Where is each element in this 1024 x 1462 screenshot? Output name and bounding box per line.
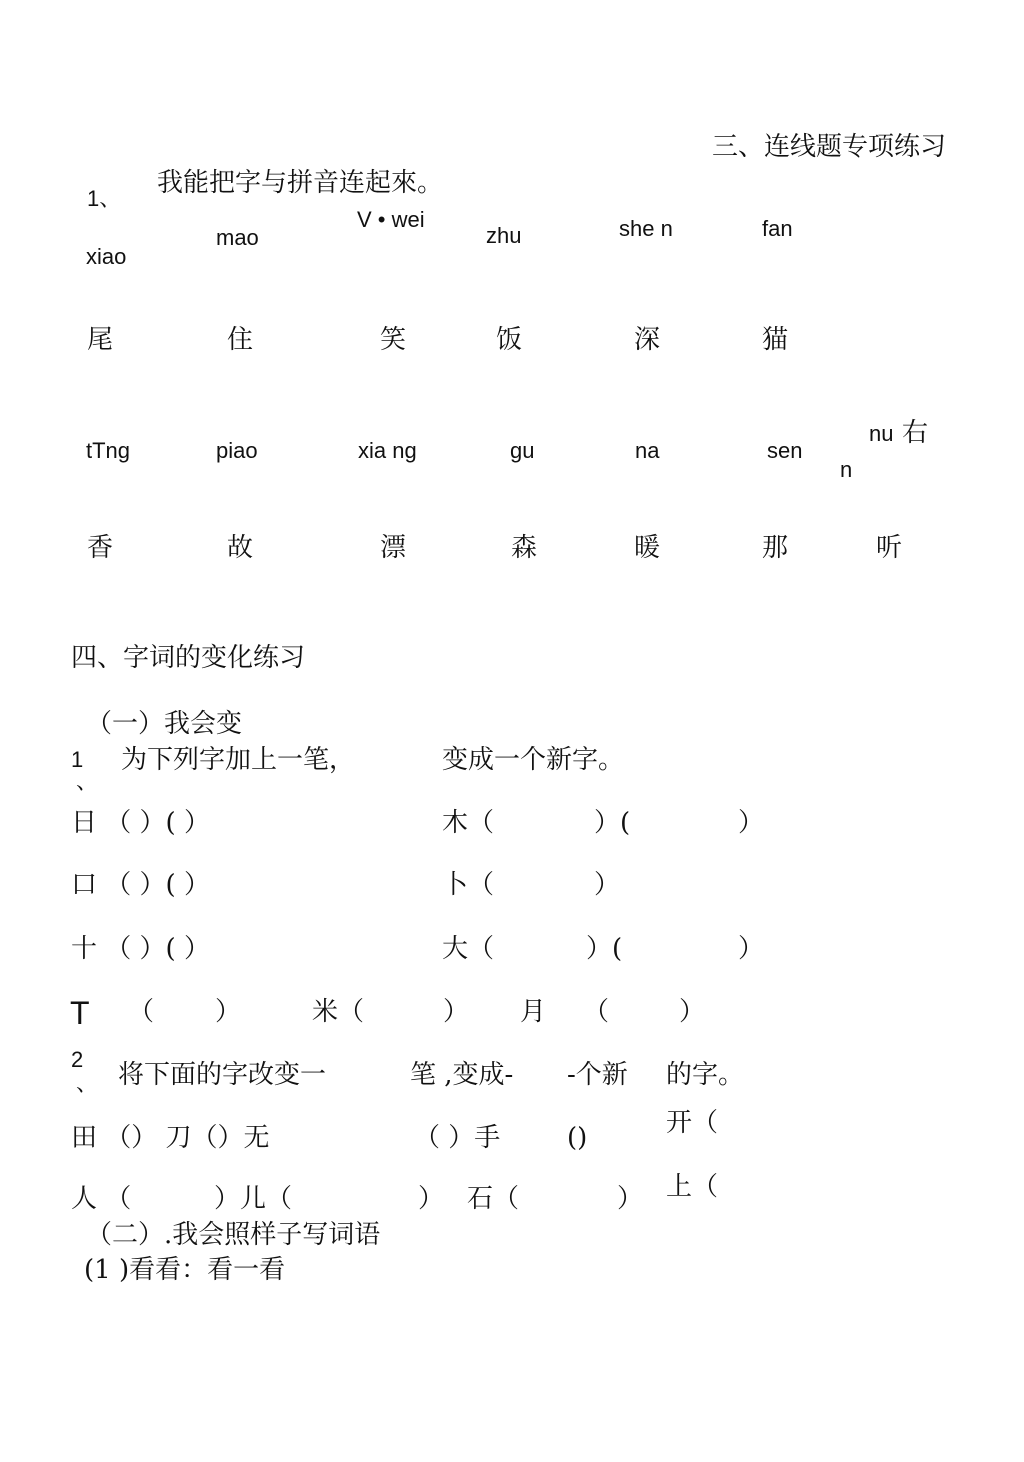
char-ting: 听 xyxy=(876,533,903,563)
char-zhu: 住 xyxy=(227,325,254,355)
q2-line2-d: 石（ xyxy=(467,1184,520,1214)
s4-q2-text-b: 笔 ,变成- xyxy=(410,1060,514,1090)
line4-t: T xyxy=(70,995,90,1031)
s4-q1-text-a: 为下列字加上一笔， xyxy=(121,745,356,775)
line1-paren-d: ） xyxy=(738,808,765,838)
line1-paren-c: ）( xyxy=(594,808,631,838)
char-xiang: 香 xyxy=(87,533,114,563)
char-na: 那 xyxy=(762,533,789,563)
q2-line1-a: 田 （） 刀（）无 xyxy=(71,1123,270,1153)
line4-paren-g: （ xyxy=(583,997,610,1027)
line4-paren-b: （ xyxy=(128,997,155,1027)
sub-heading-1: （一）我会变 xyxy=(86,709,243,739)
char-you: 右 xyxy=(902,418,929,448)
line3-da: 大（ xyxy=(442,934,495,964)
q2-line2-c: ） xyxy=(418,1184,445,1214)
s4-q1-mark: 、 xyxy=(76,769,99,794)
char-xiao: 笑 xyxy=(380,325,407,355)
pinyin-xiao: xiao xyxy=(86,244,127,269)
s4-q2-text-a: 将下面的字改变一 xyxy=(118,1060,327,1090)
line2-bu: 卜（ xyxy=(442,870,495,900)
example-1: (1 )看看：看一看 xyxy=(84,1255,286,1285)
line4-mi: 米（ xyxy=(312,997,365,1027)
pinyin-sen: sen xyxy=(767,438,803,463)
q1-number: 1、 xyxy=(87,186,122,211)
char-piao: 漂 xyxy=(380,533,407,563)
pinyin-zhu: zhu xyxy=(486,223,522,248)
sub-heading-2: （二）.我会照样子写词语 xyxy=(86,1220,381,1250)
line2-kou: 口 （ ）( ） xyxy=(71,870,210,900)
s4-q2-number: 2 xyxy=(71,1047,84,1072)
line3-paren-d: ） xyxy=(738,934,765,964)
char-gu: 故 xyxy=(227,533,254,563)
section4-title: 四、字词的变化练习 xyxy=(71,643,306,673)
q2-line2-f: 上（ xyxy=(666,1172,719,1202)
line4-paren-h: ） xyxy=(679,997,706,1027)
pinyin-nu: nu xyxy=(869,421,894,446)
section3-title: 三、连线题专项练习 xyxy=(712,132,947,162)
s4-q2-mark: 、 xyxy=(76,1071,99,1096)
q2-line1-b: （ ）手 xyxy=(414,1123,501,1153)
s4-q2-text-d: 的字。 xyxy=(666,1060,745,1090)
pinyin-na: na xyxy=(635,438,660,463)
q2-line1-d: 开（ xyxy=(666,1108,719,1138)
pinyin-mao: mao xyxy=(216,225,259,250)
s4-q1-number: 1 xyxy=(71,747,84,772)
line3-shi: 十 （ ）( ） xyxy=(71,934,210,964)
pinyin-wei: V • wei xyxy=(357,207,425,232)
char-nuan: 暖 xyxy=(634,533,661,563)
line1-mu: 木（ xyxy=(442,808,495,838)
pinyin-fan: fan xyxy=(762,216,793,241)
pinyin-shen: she n xyxy=(619,216,673,241)
char-sen: 森 xyxy=(511,533,538,563)
pinyin-ting: tTng xyxy=(86,438,131,463)
s4-q2-text-c: -个新 xyxy=(567,1060,628,1090)
char-fan: 饭 xyxy=(496,325,523,355)
q2-line2-a: 人 （ xyxy=(71,1184,132,1214)
line1-ri: 日 （ ）( ） xyxy=(71,808,210,838)
line2-paren-c: ） xyxy=(594,870,621,900)
q2-line1-c: () xyxy=(567,1123,588,1153)
line3-paren-c: ）( xyxy=(586,934,623,964)
pinyin-piao: piao xyxy=(216,438,258,463)
char-wei: 尾 xyxy=(87,325,114,355)
char-mao: 猫 xyxy=(762,325,789,355)
q1-instruction: 我能把字与拼音连起來。 xyxy=(157,168,444,198)
pinyin-gu: gu xyxy=(510,438,535,463)
line4-paren-c: ） xyxy=(215,997,242,1027)
q2-line2-e: ） xyxy=(617,1184,644,1214)
s4-q1-text-b: 变成一个新字。 xyxy=(442,745,625,775)
pinyin-xiang: xia ng xyxy=(358,438,417,463)
line4-paren-e: ） xyxy=(443,997,470,1027)
line4-yue: 月 xyxy=(520,997,547,1027)
q2-line2-b: ）儿（ xyxy=(214,1184,293,1214)
pinyin-n: n xyxy=(840,457,853,482)
char-shen: 深 xyxy=(634,325,661,355)
